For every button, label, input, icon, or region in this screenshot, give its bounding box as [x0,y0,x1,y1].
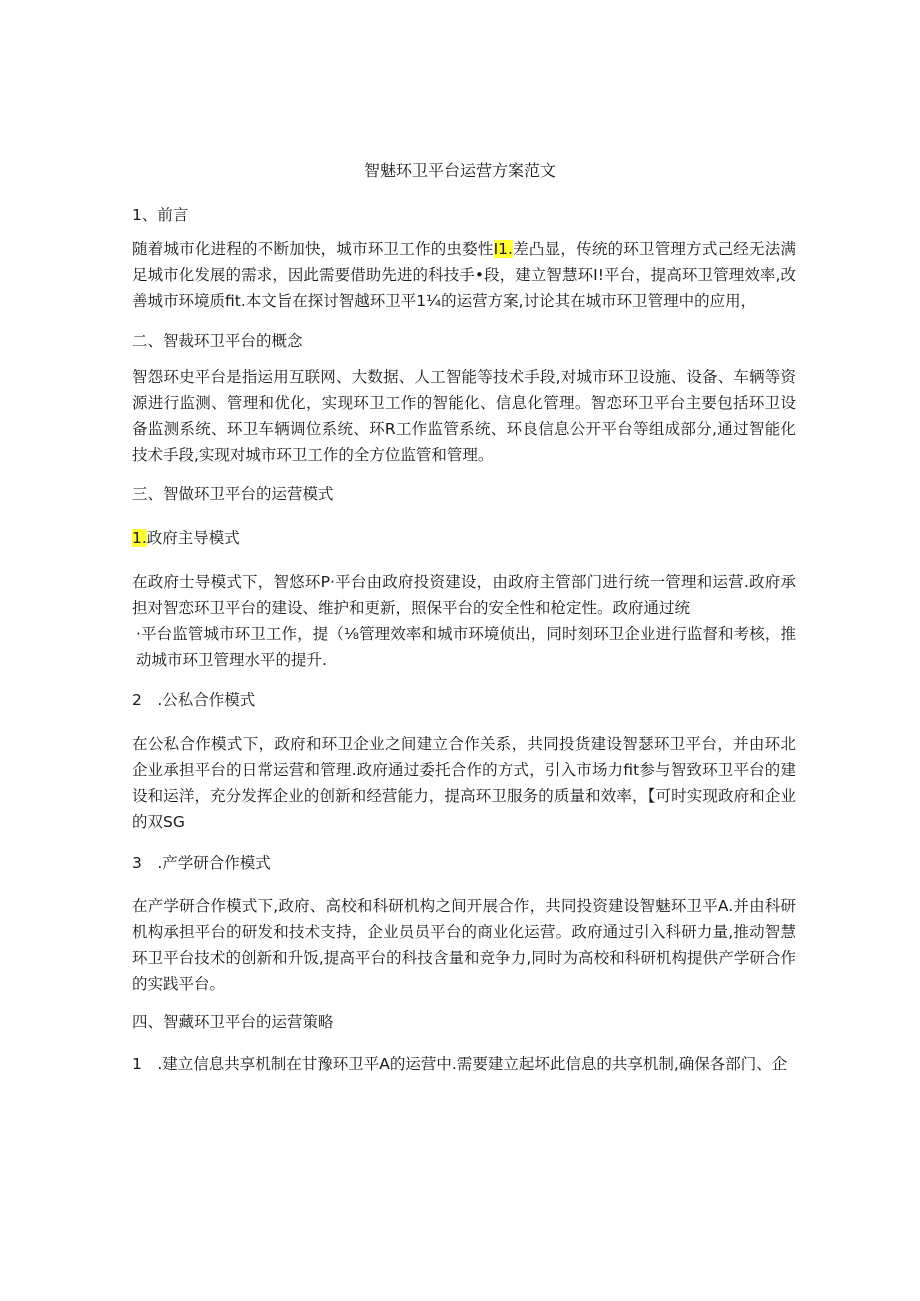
document-title: 智魅环卫平台运营方案范文 [363,161,556,180]
government-led-text-b: ·平台监管城市环卫工作，提（⅛管理效率和城市环境侦出，同时刻环卫企业进行监督和考核，推动城市环卫管理水平的提升. [136,625,796,669]
subheading-government-led-text: 政府主导模式 [146,529,240,547]
paragraph-info-sharing: 1 .建立信息共享机制在甘豫环卫平A的运营中.需要建立起坏此信息的共享机制,确保各部门、企 [132,1055,788,1073]
paragraph-public-private: 在公私合作模式下，政府和环卫企业之间建立合作关系，共同投货建设智瑟环卫平台，并由环北企业承担平台的日常运营和管理.政府通过委托合作的方式，引入市场力fit参与智致环卫平台的建设和运洋，充分发挥企业的创新和经营能力，提高环卫服务的质量和效率，【可时实现政府和企业的双SG [132,735,796,831]
paragraph-government-led [132,569,796,673]
subheading-public-private: 2 .公私合作模式 [132,691,256,709]
highlight-mark: 1. [132,529,147,547]
section-heading-preface: 1、前言 [132,206,189,224]
paragraph-preface [132,236,796,314]
preface-text-b: 差凸显，传统的环卫管理方式己经无法满足城市化发展的需求，因此需要借助先进的科技手•段，建立智慧环I!平台，提高环卫管理效率,改善城市环境质fit.本文旨在探讨智越环卫平1¼的运营方案,讨论其在城市环卫管理中的应用， [132,240,796,310]
subheading-government-led [132,527,812,549]
section-heading-operation-modes: 三、智做环卫平台的运营模式 [132,485,334,503]
preface-text-a: 随着城市化进程的不断加快，城市环卫工作的虫婺性 [132,240,494,258]
section-heading-concept: 二、智裁环卫平台的概念 [132,332,303,350]
paragraph-concept: 智怨环史平台是指运用互联网、大数据、人工智能等技术手段,对城市环卫设施、设备、车辆等资源进行监测、管理和优化，实现环卫工作的智能化、信息化管理。智恋环卫平台主要包括环卫设备监测系统、环卫车辆调位系统、环R工作监管系统、环良信息公开平台等组成部分,通过智能化技术手段,实现对城市环卫工作的全方位监管和管理。 [132,368,796,464]
government-led-text-a: 在政府士导模式下，智悠环P·平台由政府投资建设，由政府主管部门进行统一管理和运营.政府承担对智恋环卫平台的建设、维护和更新，照保平台的安全性和枪定性。政府通过统 [132,573,796,617]
paragraph-industry-academia: 在产学研合作模式下,政府、高校和科研机构之间开展合作，共同投资建设智魅环卫平A.并由科研机构承担平台的研发和技术支持，企业员员平台的商业化运营。政府通过引入科研力量,推动智慧环卫平台技术的创新和升饭,提高平台的科技含量和竞争力,同时为高校和科研机构提供产学研合作的实践平台。 [132,897,796,993]
subheading-industry-academia: 3 .产学研合作模式 [132,854,271,872]
section-heading-operation-strategy: 四、智藏环卫平台的运营策略 [132,1013,334,1031]
highlight-mark: I1. [493,240,513,258]
